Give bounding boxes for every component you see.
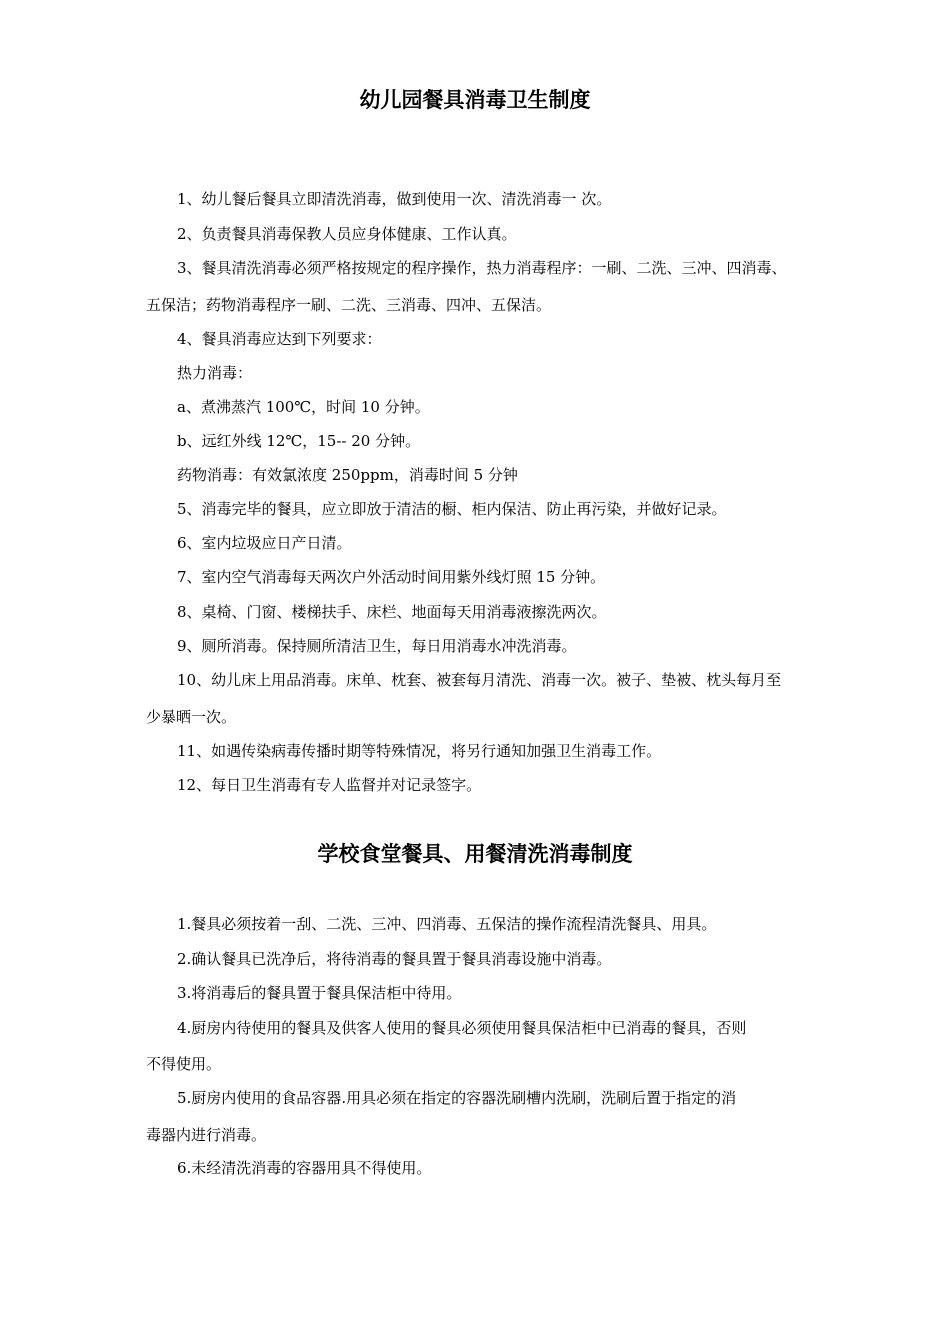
- section1-paragraph-6: 6、室内垃圾应日产日清。: [177, 534, 352, 552]
- section2-paragraph-2: 2.确认餐具已洗净后，将待消毒的餐具置于餐具消毒设施中消毒。: [177, 950, 612, 968]
- section2-paragraph-3: 3.将消毒后的餐具置于餐具保洁柜中待用。: [177, 984, 462, 1002]
- section2-title: 学校食堂餐具、用餐清洗消毒制度: [317, 842, 633, 866]
- section1-paragraph-10-cont: 少暴晒一次。: [146, 708, 237, 726]
- section1-paragraph-12: 12、每日卫生消毒有专人监督并对记录签字。: [177, 776, 482, 794]
- section1-heat-disinfection-label: 热力消毒：: [177, 364, 253, 382]
- section1-paragraph-9: 9、厕所消毒。保持厕所清洁卫生，每日用消毒水冲洗消毒。: [177, 637, 577, 655]
- section1-paragraph-3: 3、餐具清洗消毒必须严格按规定的程序操作，热力消毒程序：一刷、二洗、三冲、四消毒、: [177, 259, 787, 277]
- section1-paragraph-4: 4、餐具消毒应达到下列要求：: [177, 330, 382, 348]
- section2-paragraph-4-cont: 不得使用。: [146, 1055, 222, 1073]
- section1-item-a: a、煮沸蒸汽 100℃，时间 10 分钟。: [177, 398, 430, 416]
- section1-paragraph-10: 10、幼儿床上用品消毒。床单、枕套、被套每月清洗、消毒一次。被子、垫被、枕头每月至: [177, 671, 782, 689]
- section1-paragraph-1: 1、幼儿餐后餐具立即清洗消毒，做到使用一次、清洗消毒一 次。: [177, 190, 612, 208]
- section1-item-b: b、远红外线 12℃，15-- 20 分钟。: [177, 432, 421, 450]
- section1-title: 幼儿园餐具消毒卫生制度: [359, 88, 591, 112]
- section2-paragraph-5-cont: 毒器内进行消毒。: [146, 1126, 267, 1144]
- section1-paragraph-8: 8、桌椅、门窗、楼梯扶手、床栏、地面每天用消毒液擦洗两次。: [177, 603, 607, 621]
- section1-paragraph-3-cont: 五保洁；药物消毒程序一刷、二洗、三消毒、四冲、五保洁。: [146, 296, 552, 314]
- section1-chemical-disinfection: 药物消毒：有效氯浓度 250ppm，消毒时间 5 分钟: [177, 466, 518, 484]
- section2-paragraph-4: 4.厨房内待使用的餐具及供客人使用的餐具必须使用餐具保洁柜中已消毒的餐具，否则: [177, 1019, 747, 1037]
- section1-paragraph-11: 11、如遇传染病毒传播时期等特殊情况，将另行通知加强卫生消毒工作。: [177, 742, 662, 760]
- section2-paragraph-5: 5.厨房内使用的食品容器.用具必须在指定的容器洗刷槽内洗刷，洗刷后置于指定的消: [177, 1089, 737, 1107]
- section2-paragraph-6: 6.未经清洗消毒的容器用具不得使用。: [177, 1159, 432, 1177]
- section1-paragraph-7: 7、室内空气消毒每天两次户外活动时间用紫外线灯照 15 分钟。: [177, 568, 606, 586]
- section1-paragraph-5: 5、消毒完毕的餐具，应立即放于清洁的橱、柜内保洁、防止再污染，并做好记录。: [177, 500, 727, 518]
- section1-paragraph-2: 2、负责餐具消毒保教人员应身体健康、工作认真。: [177, 225, 517, 243]
- section2-paragraph-1: 1.餐具必须按着一刮、二洗、三冲、四消毒、五保洁的操作流程清洗餐具、用具。: [177, 915, 717, 933]
